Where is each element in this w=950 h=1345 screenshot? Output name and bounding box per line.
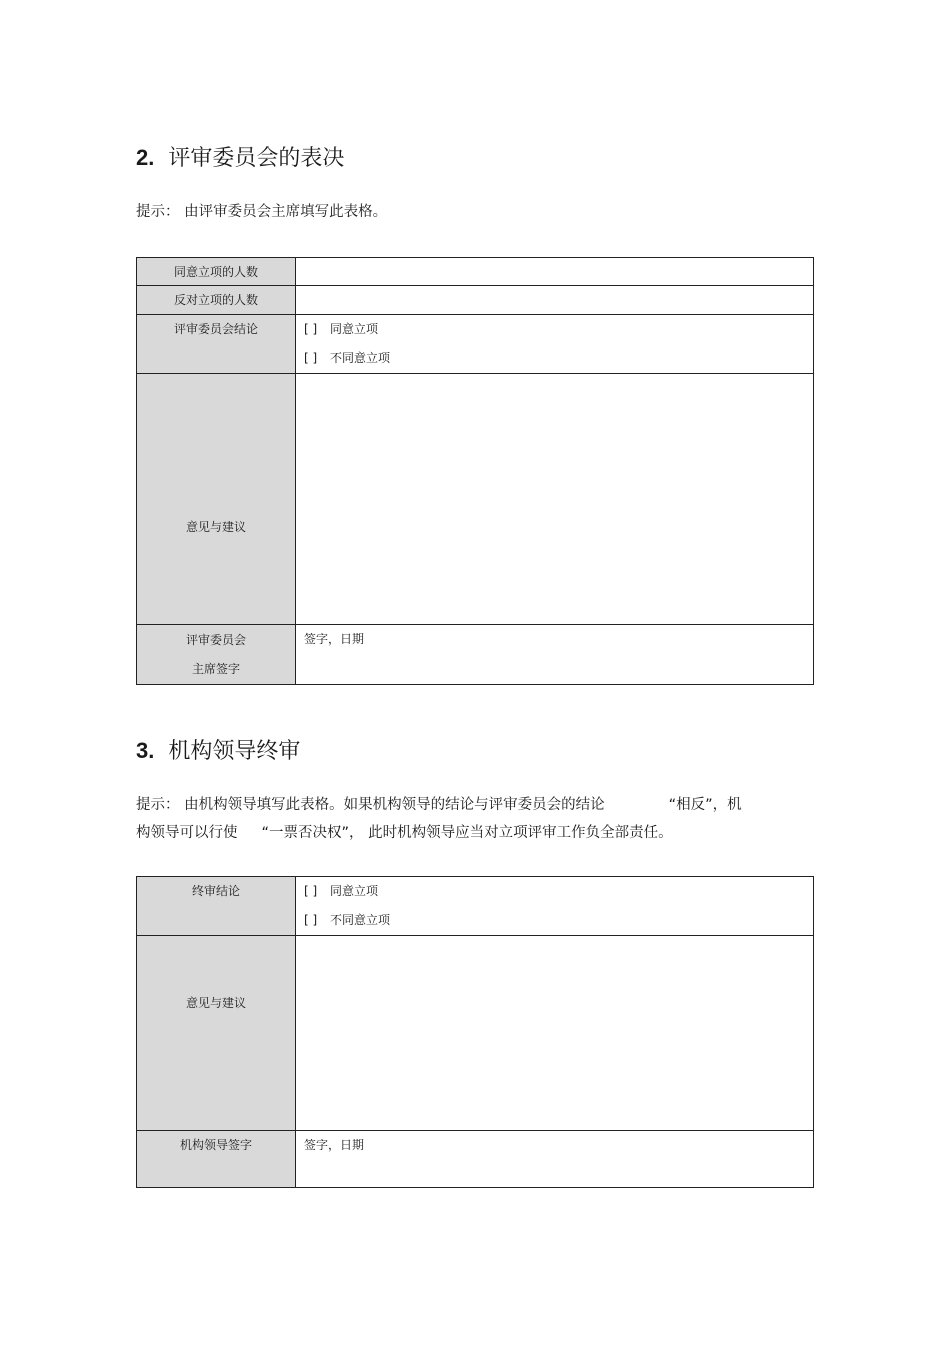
agree-count-label: 同意立项的人数 [173,265,258,279]
committee-opinion-label-cell [137,374,296,625]
sign-date-label: 签字，日期 [304,632,365,646]
leader-opinion-label-cell [137,936,296,1131]
option-agree-label: 同意立项 [330,884,379,898]
section-3-heading [136,736,300,767]
oppose-count-label: 反对立项的人数 [173,293,258,307]
chair-sign-label-cell [137,625,296,685]
section-3-hint-part1: 提示： 由机构领导填写此表格。如果机构领导的结论与评审委员会的结论 [136,797,605,813]
agree-count-label-cell [137,258,296,286]
oppose-count-field[interactable] [296,286,814,315]
chair-sign-field[interactable] [296,625,814,685]
checkbox-bracket[interactable]: [ ] [304,322,318,336]
committee-opinion-label: 意见与建议 [185,520,246,534]
committee-conclusion-label: 评审委员会结论 [173,322,258,336]
final-option-agree[interactable] [304,877,813,906]
checkbox-bracket[interactable]: [ ] [304,884,318,898]
section-3-hint-part2: “相反”，机 [668,797,742,813]
section-2-heading [136,143,344,174]
committee-option-disagree[interactable] [304,344,813,373]
section-2-title: 评审委员会的表决 [168,146,345,171]
checkbox-bracket[interactable]: [ ] [304,913,318,927]
leader-opinion-field[interactable] [296,936,814,1131]
section-3-number: 3. [136,738,155,763]
checkbox-bracket[interactable]: [ ] [304,351,318,365]
committee-option-agree[interactable] [304,315,813,344]
section-3-hint-part3: 构领导可以行使 [136,825,238,841]
committee-vote-table [136,257,814,685]
leader-sign-field[interactable] [296,1131,814,1188]
final-conclusion-options [296,877,814,936]
option-agree-label: 同意立项 [330,322,379,336]
chair-sign-label-line2: 主席签字 [191,662,240,676]
oppose-count-label-cell [137,286,296,315]
committee-opinion-field[interactable] [296,374,814,625]
leader-opinion-label: 意见与建议 [185,996,246,1010]
chair-sign-label-line1: 评审委员会 [185,633,246,647]
final-conclusion-label: 终审结论 [191,884,240,898]
option-disagree-label: 不同意立项 [330,913,391,927]
section-3-title: 机构领导终审 [168,739,301,764]
section-2-hint: 提示： 由评审委员会主席填写此表格。 [136,204,388,220]
final-conclusion-label-cell [137,877,296,936]
section-3-hint-part4: “一票否决权”， 此时机构领导应当对立项评审工作负全部责任。 [261,825,673,841]
section-2-number: 2. [136,145,155,170]
committee-conclusion-options [296,315,814,374]
sign-date-label: 签字，日期 [304,1138,365,1152]
committee-conclusion-label-cell [137,315,296,374]
final-option-disagree[interactable] [304,906,813,935]
option-disagree-label: 不同意立项 [330,351,391,365]
leader-sign-label: 机构领导签字 [179,1138,252,1152]
leader-review-table [136,876,814,1188]
section-3-hint [136,791,814,847]
agree-count-field[interactable] [296,258,814,286]
leader-sign-label-cell [137,1131,296,1188]
